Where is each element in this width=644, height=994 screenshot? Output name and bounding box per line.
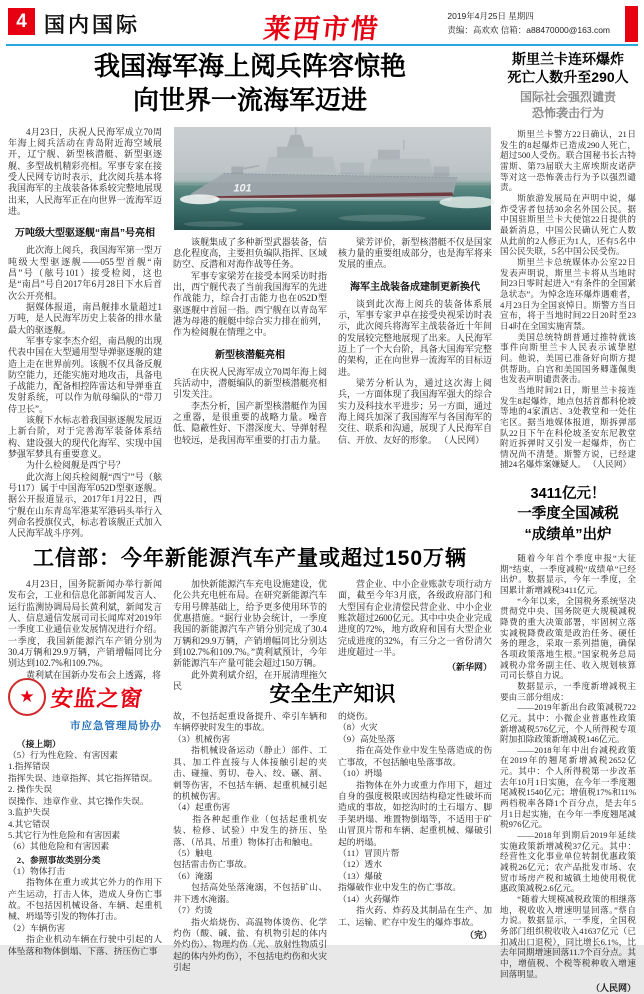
navy-column-3 xyxy=(338,237,492,446)
paragraph: 军事专家李杰介绍，南昌舰的出现代表中国在大型通用型导弹驱逐舰的建造上走在世界前列。该舰不仅具备反舰防空能力，还能实施对地攻击，具备电子战能力，配备相控阵雷达和导弹垂直发射系统，可以作为航母编队的“带刀侍卫长”。 xyxy=(8,335,162,414)
paragraph: 梁芳分析认为，通过这次海上阅兵，一方面体现了我国海军强大的综合实力及科技水平进步；另一方面，通过海上阅兵加深了我国海军与各国海军的交往、联系和沟通，展现了人民海军自信、开放、友好的形象。 （人民网） xyxy=(338,377,492,445)
article-navy-review xyxy=(8,50,492,542)
paragraph: 此次海上阅兵检阅舰“西宁”号（舷号117）属于中国海军052D型驱逐舰。据公开报道显示，2017年1月22日，西宁舰在山东青岛军港某军港码头举行入列命名授旗仪式，标志着该舰正式加入人民海军战斗序列。 xyxy=(8,471,162,539)
article-tax xyxy=(500,484,636,994)
paragraph: 营企业、中小企业账款专项行动方面，截至今年3月底，各级政府部门和大型国有企业清偿民营企业、中小企业账款超过2600亿元。其中中央企业完成进度的72%，地方政府和国有大型企业完成进度的32%，有三分之一省份清欠进度超过一半。 xyxy=(338,579,492,657)
paragraph: 此外黄利斌介绍，在开展清理拖欠民 xyxy=(173,669,327,691)
safety-text: （5）行为性危险、有害因素 1.指挥错误 指挥失误、违章指挥、其它指挥错误。 2. 操作失误 误操作、违章作业、其它操作失误。 3.监护失误 4.其它错误 5.其它行为性危险和有害因素 （6）其他危险和有害因素 xyxy=(8,750,158,852)
paragraph: 当地时间21日，斯里兰卡接连发生8起爆炸，地点包括首都科伦坡等地的4家酒店、3处教堂和一处住宅区。据当地媒体报道，斯拆弹部队22日下午在科伦坡圣安东尼教堂附近拆弹时又引发一起爆炸，伤亡情况尚不清楚。斯警方说，已经逮捕24名爆炸案嫌疑人。 （人民网） xyxy=(500,384,636,470)
navy-column-1 xyxy=(8,127,162,540)
safety-class-heading: 2、参照事故类别分类 xyxy=(16,854,101,865)
section-name: 国内国际 xyxy=(44,14,140,37)
safety-text: 的烧伤。 （8）火灾 （9）高处坠落 指在高处作业中发生坠落造成的伤亡事故，不包括触电坠落事故。 （10）坍塌 指物体在外力或重力作用下，超过自身的强度极限或因结构稳定性破坏而造成的事故，如挖沟时的土石塌方、脚手架坍塌、堆置物倒塌等，不适用于矿山冒顶片帮和车辆、起重机械、爆破引起的坍塌。 （11）冒顶片帮 （12）透水 （13）爆破 指爆破作业中发生的伤亡事故。 （14）火药爆炸 指火药、炸药及其制品在生产、加工、运输、贮存中发生的爆炸事故。 xyxy=(338,711,492,927)
srilanka-headline-line1: 斯里兰卡连环爆炸 xyxy=(512,51,624,67)
editor-line: 责编：高欢欢 信箱：a88470000@163.com xyxy=(447,24,610,35)
paragraph: 为什么检阅舰是西宁号？ xyxy=(26,460,126,471)
miit-headline: 工信部：今年新能源汽车产量或超过150万辆 xyxy=(32,547,468,570)
paragraph: 军事专家梁芳在接受本网采访时指出，西宁舰代表了当前我国海军的先进作战能力，综合打击能力也在052D型驱逐舰中首屈一指。西宁舰在以青岛军港为母港的舰艇中综合实力排在前列，作为检阅舰在情理之中。 xyxy=(173,270,327,338)
safety-continued-label: （接上期） xyxy=(16,739,61,749)
srilanka-headline-line2: 死亡人数升至290人 xyxy=(507,69,629,86)
page-header xyxy=(6,6,638,44)
paragraph: 斯里兰卡总统媒体办公室22日发表声明说，斯里兰卡将从当地时间23日零时起进入“有条件的全国紧急状态”。为悼念连环爆炸遇难者，4月23日为全国哀悼日。斯警方当日宣布，将于当地时间22日20时至23日4时在全国实施宵禁。 xyxy=(500,257,636,331)
paragraph: ——2019年新出台政策减税722亿元。其中：小微企业普惠性政策新增减税576亿元，个人所得税专项附加扣除政策新增减税146亿元。 xyxy=(500,702,636,745)
tax-headline xyxy=(500,484,636,545)
paragraph: 4月23日，国务院新闻办举行新闻发布会，工业和信息化部新闻发言人、运行监测协调局局长黄利斌，新闻发言人、信息通信发展司司长闻库对2019年一季度工业通信业发展情况进行介绍。一季度，我国新能源汽车产销分别为30.4万辆和29.9万辆，产销增幅同比分别达到102.7%和109.7%。 xyxy=(8,579,162,669)
navy-subhead-nanchang: 万吨级大型驱逐舰“南昌”号亮相 xyxy=(15,228,155,240)
paragraph: 斯里兰卡警方22日确认，21日发生的8起爆炸已造成290人死亡，超过500人受伤。联合国秘书长古特雷斯、第73届联大主席埃斯皮诺萨等对这一恐怖袭击行为予以强烈谴责。 xyxy=(500,129,636,193)
tax-headline-line1: 3411亿元！ xyxy=(530,486,606,503)
navy-ship-photo xyxy=(173,127,492,230)
paragraph: 4月23日，庆祝人民海军成立70周年海上阅兵活动在青岛附近海空域展开，辽宁舰、新型核潜艇、新型驱逐舰、多型战机精彩亮相。军事专家在接受人民网专访时表示，此次阅兵基本将我国海军的主战装备体系较完整地展现出来，人民海军正在向世界一流海军迈进。 xyxy=(8,126,162,216)
safety-bureau-emblem-icon: ★ xyxy=(8,678,46,716)
page-number-badge: 4 xyxy=(8,8,35,35)
red-bar-decoration xyxy=(625,6,638,42)
paragraph: 美国总统特朗普通过推特就该事件向斯里兰卡人民表示诚挚慰问。他说，美国已准备好向斯方提供帮助。白宫和美国国务卿蓬佩奥也发表声明谴责袭击。 xyxy=(500,331,636,385)
srilanka-subhead-line2: 恐怖袭击行为 xyxy=(531,105,604,120)
safety-text: （1）物体打击 指物体在重力或其它外力的作用下产生运动，打击人体，造成人身伤亡事故。不包括因机械设备、车辆、起重机械、坍塌等引发的物体打击。 （2）车辆伤害 指企业机动车辆在行驶中引起的人体坠落和物体倒塌、下落、挤压伤亡事 xyxy=(8,865,162,956)
tax-source: （人民网） xyxy=(590,983,636,994)
paragraph: “随着大规模减税政策的相继落地，税收收入增速明显回落。”蔡自力说。数据显示，一季度，全国税务部门组织税收收入41637亿元（已扣减出口退税），同比增长6.1%，比去年同期增速回落11.7个百分点。其中，增值税、个税等税种收入增速回落明显。 xyxy=(500,894,636,979)
safety-column-c xyxy=(338,678,492,974)
navy-headline xyxy=(8,50,492,118)
date-editor-block xyxy=(447,10,610,37)
safety-end-mark: （完） xyxy=(464,930,492,941)
safety-text: 故，不包括起重设备提升、牵引车辆和车辆停驶时发生的事故。 （3）机械伤害 指机械设备运动（静止）部件、工具、加工件直接与人体接触引起的夹击、碰撞、剪切、卷入、绞、碾、割、刺等伤害，不包括车辆、起重机械引起的机械伤害。 （4）起重伤害 指各种起重作业（包括起重机安装、检修、试验）中发生的挤压、坠落、（吊具、吊重）物体打击和触电。 （5）触电 包括雷击伤亡事故。 （6）淹溺 包括高处坠落淹溺，不包括矿山、井下透水淹溺。 （7）灼烫 指火焰烧伤、高温物体烫伤、化学灼伤（酸、碱、盐、有机物引起的体内外灼伤）、物理灼伤（光、放射性物质引起的体内外灼伤），不包括电灼伤和火灾引起 xyxy=(173,711,327,973)
navy-headline-line2: 向世界一流海军迈进 xyxy=(132,84,367,115)
paragraph: 随着今年首个季度申报“大征期”结束，一季度减税“成绩单”已经出炉。数据显示，今年一季度，全国累计新增减税3411亿元。 xyxy=(500,553,636,595)
paragraph: 加快新能源汽车充电设施建设，优化公共充电桩布局。在研究新能源汽车专用号牌基础上，给予更多使用环节的优惠措施。“据行业协会统计，一季度我国的新能源汽车产销分别完成了30.4万辆和29.9万辆，产销增幅同比分别达到102.7%和109.7%。”黄利斌预计，今年新能源汽车产量可能会超过150万辆。 xyxy=(173,579,327,669)
navy-subhead-equipment: 海军主战装备成建制更新换代 xyxy=(350,281,480,293)
paragraph: 谈到此次海上阅兵的装备体系展示，军事专家尹卓在接受央视采访时表示，此次阅兵将海军主战装备近十年间的发展较完整地展现了出来。人民海军迈上了一个大台阶，具备大国海军完整的架构，正在向世界一流海军的目标迈进。 xyxy=(338,298,492,377)
tax-headline-line3: “成绩单”出炉 xyxy=(524,526,612,543)
paragraph: 梁芳评价，新型核潜艇不仅是国家核力量的重要组成部分，也是海军将来发展的重点。 xyxy=(338,236,492,270)
paragraph: “今年以来，全国税务系统坚决贯彻党中央、国务院更大规模减税降费的重大决策部署，牢固树立落实减税降费政策是政治任务、硬任务的理念，采取一系列措施，确保各项政策落地生根。”国家税务总局减税办常务副主任、收入规划核算司司长蔡自力说。 xyxy=(500,595,636,681)
miit-column-3 xyxy=(338,579,492,692)
paragraph: 黄利斌在国新办发布会上透露，将 xyxy=(26,669,162,680)
safety-title: 安全生产知识 xyxy=(269,683,396,706)
paragraph: 该舰集成了多种新型武器装备，信息化程度高，主要担负编队指挥、区域防空、反潜和对海作战等任务。 xyxy=(173,236,327,270)
miit-column-1 xyxy=(8,579,162,692)
safety-column-b xyxy=(173,678,327,974)
paragraph: 此次海上阅兵，我国海军第一型万吨级大型驱逐舰——055型首舰“南昌”号（舷号101）接受检阅，这也是“南昌”号自2017年6月28日下水后首次公开亮相。 xyxy=(8,245,162,301)
miit-column-2 xyxy=(173,579,327,692)
navy-column-2 xyxy=(173,237,327,446)
article-safety-knowledge xyxy=(8,678,492,973)
paragraph: 李杰分析，国产新型核潜艇作为国之重器，是很重要的战略力量。噪音低、隐蔽性好、下潜深度大、导弹射程也较远，是我国海军重要的打击力量。 xyxy=(173,400,327,445)
srilanka-subhead-line1: 国际社会强烈谴责 xyxy=(519,89,616,104)
ship-hull-number: 101 xyxy=(233,181,252,194)
anjian-box-subtitle: 市应急管理局协办 xyxy=(70,720,162,732)
newspaper-masthead: 莱西市惜 xyxy=(262,14,382,44)
navy-headline-line1: 我国海军海上阅兵阵容惊艳 xyxy=(93,51,406,81)
srilanka-subhead xyxy=(500,90,636,121)
article-miit-nev xyxy=(8,542,492,691)
paragraph: 数据显示，一季度新增减税主要由三部分组成： xyxy=(500,680,636,702)
sidebar-column xyxy=(500,50,636,994)
safety-column-a xyxy=(8,678,162,974)
miit-source: （新华网） xyxy=(446,662,492,673)
paragraph: 据媒体报道，南昌舰排水量超过1万吨，是人民海军历史上装备的排水量最大的驱逐舰。 xyxy=(8,301,162,335)
paragraph: ——2018年年中出台减税政策在2019年的翘尾新增减税2652亿元。其中：个人所得税第一步改革去年10月1日实施，在今年一季度翘尾减税1540亿元；增值税17%和11%两档税率各降1个百分点，是去年5月1日起实施，在今年一季度翘尾减税976亿元。 xyxy=(500,744,636,830)
navy-subhead-submarine: 新型核潜艇亮相 xyxy=(215,349,285,361)
paragraph: 该舰下水标志着我国驱逐舰发展迈上新台阶，对于完善海军装备体系结构、建设强大的现代化海军、实现中国梦强军梦具有重要意义。 xyxy=(8,415,162,460)
tax-headline-line2: 一季度全国减税 xyxy=(517,506,619,523)
anjian-logo-box xyxy=(8,678,162,733)
paragraph: 斯旅游发展局在声明中说，爆炸受害者包括30余名外国公民。据中国驻斯里兰卡大使馆22日提供的最新消息，中国公民确认死亡人数从此前的2人修正为1人，还有5名中国公民失联，5名中国公民受伤。 xyxy=(500,193,636,257)
header-rule xyxy=(6,44,638,46)
paragraph: 在庆祝人民海军成立70周年海上阅兵活动中，潜艇编队的新型核潜艇亮相引发关注。 xyxy=(173,366,327,400)
anjian-box-title: 安监之窗 xyxy=(49,685,145,711)
date-line: 2019年4月25日 星期四 xyxy=(447,11,534,21)
paragraph: ——2018年到期后2019年延续实施政策新增减税37亿元。其中：经营性文化事业单位转制优惠政策减税26亿元；农产品批发市场、农贸市场房产税和城镇土地使用税优惠政策减税2.6亿元。 xyxy=(500,830,636,894)
srilanka-headline xyxy=(500,50,636,87)
article-srilanka xyxy=(500,50,636,470)
